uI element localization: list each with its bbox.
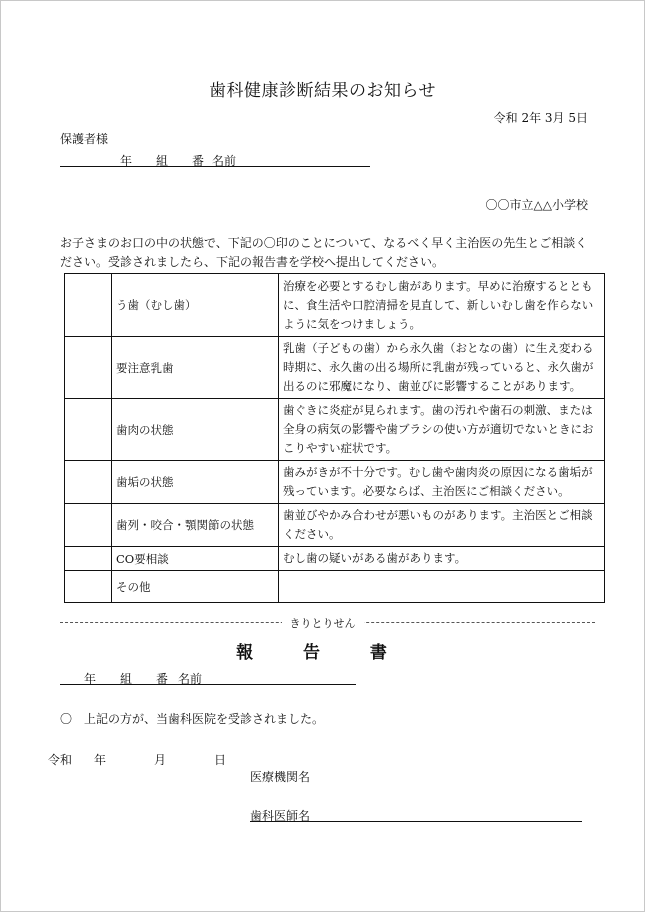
intro-text: お子さまのお口の中の状態で、下記の〇印のことについて、なるべく早く主治医の先生とご相談ください。受診されましたら、下記の報告書を学校へ提出してください。 — [60, 236, 588, 269]
report-title: 報 告 書 — [236, 643, 409, 663]
item-description: 歯ぐきに炎症が見られます。歯の汚れや歯石の刺激、または全身の病気の影響や歯ブラシの使い方が適切でないときにおこりやすい症状です。 — [279, 399, 605, 461]
number-label: 番 — [192, 154, 205, 168]
item-label: 歯列・咬合・顎関節の状態 — [112, 504, 279, 547]
table-row — [65, 547, 605, 571]
school-name: 〇〇市立△△小学校 — [485, 198, 588, 212]
guardian-label: 保護者様 — [60, 132, 109, 146]
number-label: 番 — [156, 672, 169, 686]
month-label: 月 — [154, 753, 167, 767]
table-row — [65, 399, 605, 461]
mark-cell[interactable] — [65, 461, 112, 504]
table-row — [65, 461, 605, 504]
class-label: 組 — [120, 672, 133, 686]
item-description: 乳歯（子どもの歯）から永久歯（おとなの歯）に生え変わる時期に、永久歯の出る場所に乳歯が残っていると、永久歯が出るのに邪魔になり、歯並びに影響することがあります。 — [279, 337, 605, 399]
cut-label: きりとりせん — [0, 615, 645, 631]
table-row — [65, 274, 605, 337]
day-label: 日 — [214, 753, 227, 767]
item-label: 歯肉の状態 — [112, 399, 279, 461]
mark-cell[interactable] — [65, 504, 112, 547]
item-label: CO要相談 — [112, 547, 279, 571]
mark-cell[interactable] — [65, 547, 112, 571]
notice-title: 歯科健康診断結果のお知らせ — [209, 81, 436, 101]
doctor-name-label: 歯科医師名 — [250, 809, 311, 823]
doctor-name-line[interactable] — [250, 807, 582, 822]
name-label: 名前 — [212, 154, 237, 168]
table-row — [65, 571, 605, 603]
mark-cell[interactable] — [65, 337, 112, 399]
clinic-name-label: 医療機関名 — [250, 770, 311, 784]
mark-cell[interactable] — [65, 571, 112, 603]
student-class-line — [60, 152, 370, 167]
mark-cell[interactable] — [65, 274, 112, 337]
item-label: う歯（むし歯） — [112, 274, 279, 337]
item-description: 歯みがきが不十分です。むし歯や歯肉炎の原因になる歯垢が残っています。必要ならば、主治医にご相談ください。 — [279, 461, 605, 504]
table-row — [65, 337, 605, 399]
grade-label: 年 — [84, 672, 97, 686]
checkup-items-table — [64, 273, 605, 603]
item-description: 歯並びやかみ合わせが悪いものがあります。主治医とご相談ください。 — [279, 504, 605, 547]
item-description: 治療を必要とするむし歯があります。早めに治療するとともに、食生活や口腔清掃を見直して、新しいむし歯を作らないように気をつけましょう。 — [279, 274, 605, 337]
era-label: 令和 — [48, 753, 73, 767]
table-row — [65, 504, 605, 547]
item-label: 歯垢の状態 — [112, 461, 279, 504]
name-label: 名前 — [178, 672, 203, 686]
visited-statement: 〇 上記の方が、当歯科医院を受診されました。 — [60, 712, 325, 726]
notice-date: 令和 2年 3月 5日 — [493, 111, 588, 125]
report-class-line — [60, 670, 356, 685]
item-description: むし歯の疑いがある歯があります。 — [279, 547, 605, 571]
mark-cell[interactable] — [65, 399, 112, 461]
item-label: 要注意乳歯 — [112, 337, 279, 399]
year-label: 年 — [94, 753, 107, 767]
item-label: その他 — [112, 571, 279, 603]
class-label: 組 — [156, 154, 169, 168]
item-description[interactable] — [279, 571, 605, 603]
grade-label: 年 — [120, 154, 133, 168]
